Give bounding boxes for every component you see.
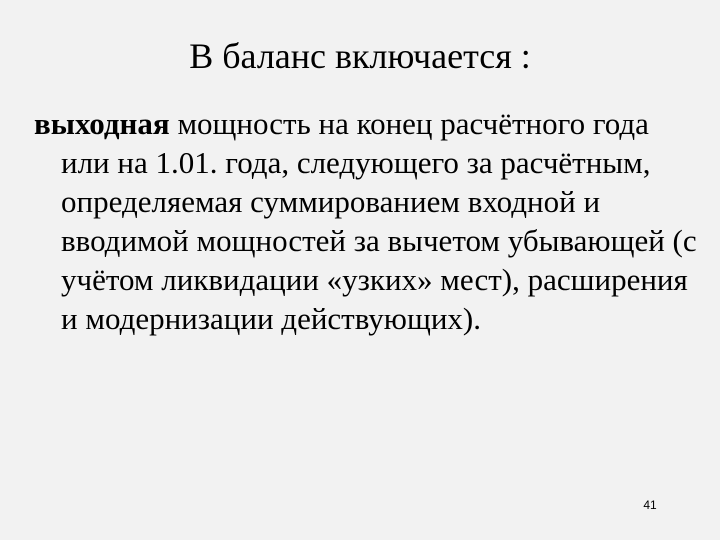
page-number: 41 — [643, 498, 657, 512]
definition-paragraph — [34, 104, 701, 338]
definition-term: выходная — [34, 106, 170, 141]
slide-title: В баланс включается : — [189, 36, 531, 76]
definition-text: мощность на конец расчётного года или на 1.01. года, следующего за расчётным, определяемая суммированием входной и вводимой мощностей за вычетом убывающей (с учётом ликвидации «узких» мест), расширения и модернизации действующих). — [61, 106, 697, 336]
